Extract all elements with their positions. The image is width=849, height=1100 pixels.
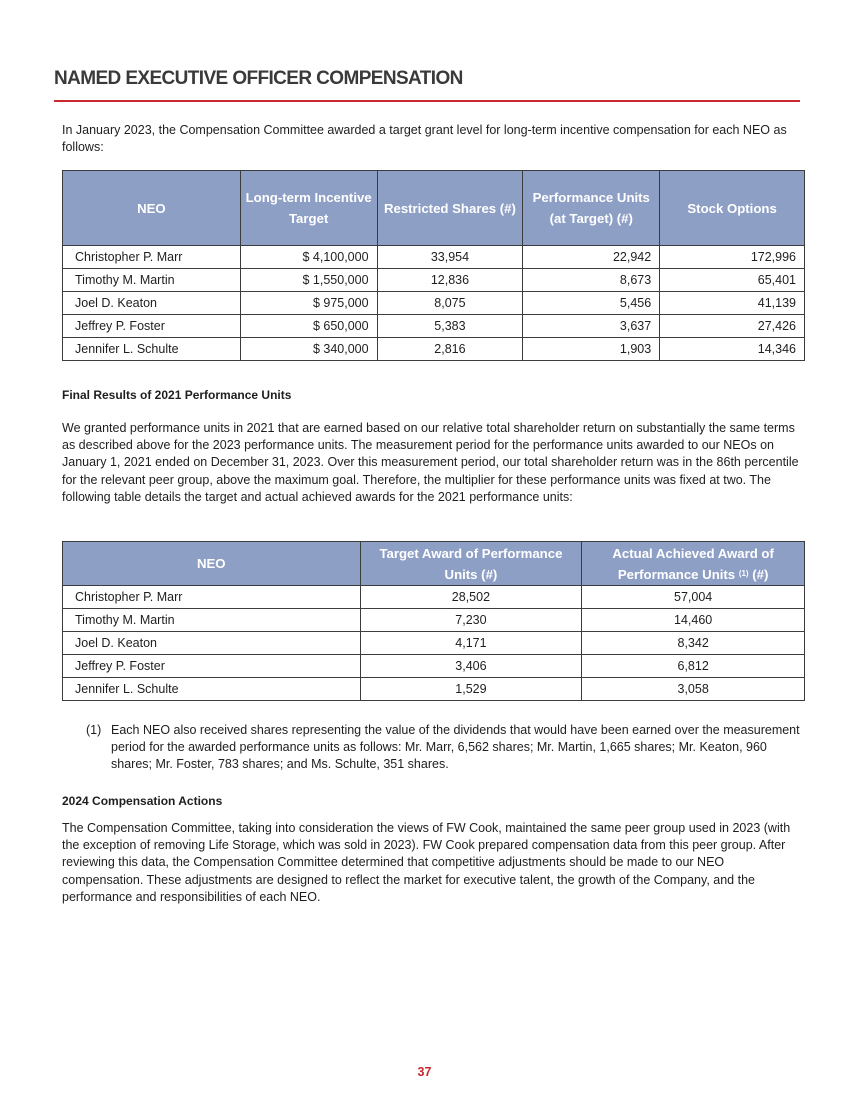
stock-options: 41,139 <box>660 292 805 315</box>
footnote <box>86 722 800 774</box>
column-header: Stock Options <box>660 171 805 246</box>
footnote-marker: (1) <box>86 723 102 737</box>
neo-name: Timothy M. Martin <box>63 269 241 292</box>
lti-target: $ 1,550,000 <box>240 269 377 292</box>
neo-name: Timothy M. Martin <box>63 609 361 632</box>
column-header-unit: (#) <box>752 566 769 582</box>
actual-award: 3,058 <box>582 678 805 701</box>
table-header-row <box>63 171 805 246</box>
column-header-text: Actual Achieved Award of Performance Units <box>612 545 774 582</box>
lti-grant-table <box>62 170 805 361</box>
table-row <box>63 292 805 315</box>
column-header: Restricted Shares (#) <box>377 171 523 246</box>
stock-options: 172,996 <box>660 246 805 269</box>
section-heading-2021-results: Final Results of 2021 Performance Units <box>62 388 292 402</box>
table-row <box>63 609 805 632</box>
lti-target: $ 975,000 <box>240 292 377 315</box>
neo-name: Christopher P. Marr <box>63 246 241 269</box>
table-row <box>63 586 805 609</box>
table-row <box>63 315 805 338</box>
target-award: 4,171 <box>360 632 582 655</box>
table-row <box>63 246 805 269</box>
stock-options: 65,401 <box>660 269 805 292</box>
column-header: NEO <box>63 171 241 246</box>
neo-name: Jeffrey P. Foster <box>63 655 361 678</box>
column-header: Long-term Incentive Target <box>240 171 377 246</box>
target-award: 7,230 <box>360 609 582 632</box>
column-header: Performance Units (at Target) (#) <box>523 171 660 246</box>
actual-award: 14,460 <box>582 609 805 632</box>
intro-paragraph: In January 2023, the Compensation Committee awarded a target grant level for long-term incentive compensation for each NEO as follows: <box>62 123 787 155</box>
lti-target: $ 650,000 <box>240 315 377 338</box>
lti-target: $ 4,100,000 <box>240 246 377 269</box>
title-divider <box>54 100 800 102</box>
table-row <box>63 338 805 361</box>
page-title: NAMED EXECUTIVE OFFICER COMPENSATION <box>54 68 463 89</box>
actual-award: 8,342 <box>582 632 805 655</box>
restricted-shares: 2,816 <box>377 338 523 361</box>
actual-award: 57,004 <box>582 586 805 609</box>
restricted-shares: 33,954 <box>377 246 523 269</box>
target-award: 3,406 <box>360 655 582 678</box>
performance-units: 5,456 <box>523 292 660 315</box>
restricted-shares: 12,836 <box>377 269 523 292</box>
target-award: 1,529 <box>360 678 582 701</box>
table-row <box>63 678 805 701</box>
table-row <box>63 269 805 292</box>
stock-options: 14,346 <box>660 338 805 361</box>
target-award: 28,502 <box>360 586 582 609</box>
performance-units: 8,673 <box>523 269 660 292</box>
column-header <box>582 542 805 586</box>
performance-units: 22,942 <box>523 246 660 269</box>
column-header: NEO <box>63 542 361 586</box>
section2-paragraph: The Compensation Committee, taking into consideration the views of FW Cook, maintained the same peer group used in 2023 (with the exception of removing Life Storage, which was sold in 2023). FW Cook prepared compensation data from this peer group. After reviewing this data, the Compensation Committee determined that competitive adjustments should be made to our NEO compensation. These adjustments are designed to reflect the market for executive talent, the growth of the Company, and the performance and responsibilities of each NEO. <box>62 821 791 904</box>
performance-units-results-table <box>62 541 805 701</box>
neo-name: Christopher P. Marr <box>63 586 361 609</box>
neo-name: Jennifer L. Schulte <box>63 338 241 361</box>
neo-name: Jeffrey P. Foster <box>63 315 241 338</box>
performance-units: 1,903 <box>523 338 660 361</box>
section-heading-2024-actions: 2024 Compensation Actions <box>62 794 223 808</box>
actual-award: 6,812 <box>582 655 805 678</box>
restricted-shares: 8,075 <box>377 292 523 315</box>
footnote-text: Each NEO also received shares representing the value of the dividends that would have been earned over the measurement period for the awarded performance units as follows: Mr. Marr, 6,562 shares; Mr. Martin, 1,665 shares; Mr. Keaton, 960 shares; Mr. Foster, 783 shares; and Ms. Schulte, 351 shares. <box>111 723 800 772</box>
section1-paragraph: We granted performance units in 2021 that are earned based on our relative total shareholder return on substantially the same terms as described above for the 2023 performance units. The measurement period for the performance units awarded to our NEOs on January 1, 2021 ended on December 31, 2023. Over this measurement period, our total shareholder return was in the 86th percentile for the relevant peer group, above the maximum goal. Therefore, the multiplier for these performance units was fixed at two. The following table details the target and actual achieved awards for the 2021 performance units: <box>62 421 799 504</box>
table-header-row <box>63 542 805 586</box>
performance-units: 3,637 <box>523 315 660 338</box>
neo-name: Joel D. Keaton <box>63 292 241 315</box>
table-row <box>63 632 805 655</box>
lti-target: $ 340,000 <box>240 338 377 361</box>
page-number: 37 <box>417 1065 432 1079</box>
table-row <box>63 655 805 678</box>
neo-name: Joel D. Keaton <box>63 632 361 655</box>
column-header: Target Award of Performance Units (#) <box>360 542 582 586</box>
footnote-reference: (1) <box>738 568 749 578</box>
restricted-shares: 5,383 <box>377 315 523 338</box>
neo-name: Jennifer L. Schulte <box>63 678 361 701</box>
stock-options: 27,426 <box>660 315 805 338</box>
